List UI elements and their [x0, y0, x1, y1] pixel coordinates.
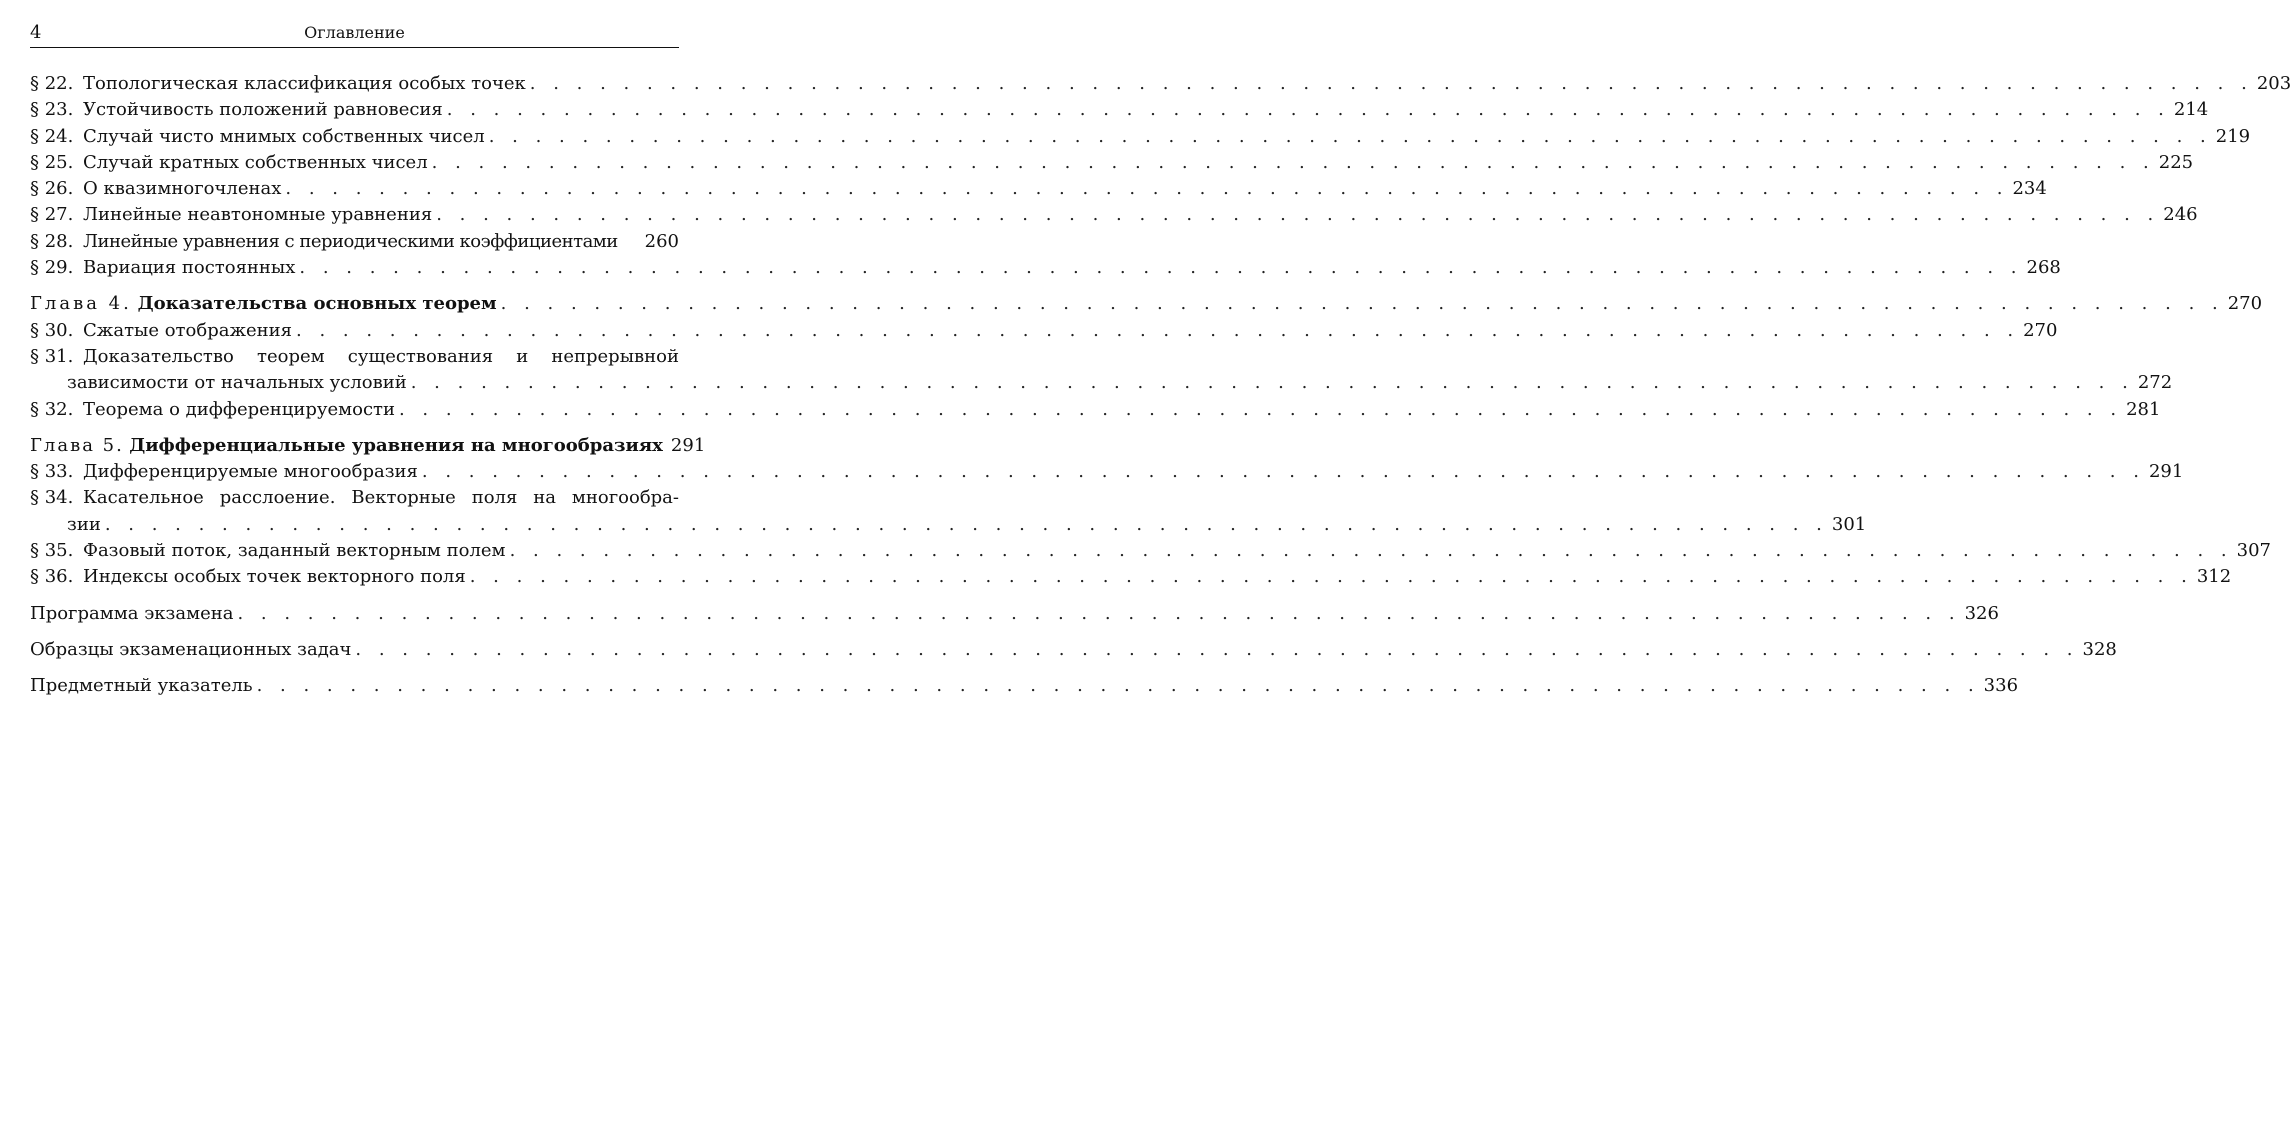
section-number: § 36. — [30, 566, 74, 588]
toc-appendix-entry[interactable] — [30, 601, 1999, 627]
leader-dots: . . . . . . . . . . . . . . . . . . . . . . . . . . . . . . . . . . . . . . . . . . . . . . . . . . . . . . . . . . . . . . . . . . . . . . . . . . — [299, 257, 2023, 279]
leader-dots: . . . . . . . . . . . . . . . . . . . . . . . . . . . . . . . . . . . . . . . . . . . . . . . . . . . . . . . . . . . . . . . . . . . . . . . . . . — [256, 675, 1980, 697]
entry-title: Образцы экзаменационных задач — [30, 638, 352, 660]
entry-page: 234 — [2012, 178, 2047, 200]
toc-entry[interactable] — [30, 229, 679, 255]
chapter-heading — [30, 291, 497, 317]
page-number: 4 — [30, 22, 42, 43]
section-number: § 31. — [30, 345, 74, 367]
toc-page — [30, 0, 2291, 700]
toc-entry[interactable] — [30, 150, 2194, 176]
table-of-contents — [30, 71, 2291, 700]
leader-dots: . . . . . . . . . . . . . . . . . . . . . . . . . . . . . . . . . . . . . . . . . . . . . . . . . . . . . . . . . . . . . . . . . . . . . . . . . . — [431, 151, 2155, 173]
entry-title: Вариация постоянных — [83, 257, 296, 279]
entry-title: Программа экзамена — [30, 602, 234, 624]
chapter-title: Дифференциальные уравнения на многообразиях — [129, 434, 663, 456]
entry-title: Топологическая классификация особых точек — [83, 73, 526, 94]
toc-entry-first-line[interactable] — [30, 344, 679, 370]
leader-dots: . . . . . . . . . . . . . . . . . . . . . . . . . . . . . . . . . . . . . . . . . . . . . . . . . . . . . . . . . . . . . . . . . . . . . . . . . . — [398, 398, 2123, 420]
entry-title: Дифференцируемые многообразия — [83, 461, 418, 483]
entry-page: 281 — [2126, 398, 2161, 420]
page-header — [30, 0, 679, 48]
toc-entry-second-line[interactable] — [30, 370, 2173, 396]
section-number: § 35. — [30, 540, 74, 562]
section-number: § 30. — [30, 319, 74, 341]
chapter-label: Глава 5. — [30, 434, 124, 456]
leader-dots: . . . . . . . . . . . . . . . . . . . . . . . . . . . . . . . . . . . . . . . . . . . . . . . . . . . . . . . . . . . . . . . . . . . . . . . . . . — [529, 73, 2253, 94]
chapter-label: Глава 4. — [30, 293, 132, 315]
entry-page: 272 — [2137, 372, 2173, 394]
entry-title: Устойчивость положений равновесия — [83, 99, 443, 121]
leader-dots: . . . . . . . . . . . . . . . . . . . . . . . . . . . . . . . . . . . . . . . . . . . . . . . . . . . . . . . . . . . . . . . . . . . . . . . . . . — [500, 293, 2224, 315]
entry-title: Теорема о дифференцируемости — [83, 398, 395, 420]
leader-dots: . . . . . . . . . . . . . . . . . . . . . . . . . . . . . . . . . . . . . . . . . . . . . . . . . . . . . . . . . . . . . . . . . . . . . . . . . . — [237, 602, 1961, 624]
entry-page: 291 — [2148, 461, 2184, 483]
entry-title: О квазимногочленах — [83, 178, 282, 200]
entry-page: 326 — [1964, 602, 1999, 624]
toc-chapter-5[interactable] — [30, 433, 706, 459]
entry-page: 336 — [1983, 675, 2019, 697]
toc-entry[interactable] — [30, 255, 2061, 281]
entry-title: Линейные неавтономные уравнения — [83, 204, 433, 226]
entry-page: 268 — [2026, 257, 2061, 279]
entry-page: 291 — [670, 434, 706, 456]
section-number: § 29. — [30, 257, 74, 279]
leader-dots: . . . . . . . . . . . . . . . . . . . . . . . . . . . . . . . . . . . . . . . . . . . . . . . . . . . . . . . . . . . . . . . . . . . . . . . . . . — [285, 178, 2009, 200]
section-number: § 32. — [30, 398, 74, 420]
entry-title: Индексы особых точек векторного поля — [83, 566, 466, 588]
section-number: § 27. — [30, 204, 74, 226]
toc-chapter-4[interactable] — [30, 291, 2263, 317]
toc-entry[interactable] — [30, 538, 2272, 564]
entry-title: Предметный указатель — [30, 675, 253, 697]
leader-dots: . . . . . . . . . . . . . . . . . . . . . . . . . . . . . . . . . . . . . . . . . . . . . . . . . . . . . . . . . . . . . . . . . . . . . . . . . . — [104, 513, 1828, 535]
running-head: Оглавление — [304, 23, 405, 42]
leader-dots: . . . . . . . . . . . . . . . . . . . . . . . . . . . . . . . . . . . . . . . . . . . . . . . . . . . . . . . . . . . . . . . . . . . . . . . . . . — [421, 461, 2145, 483]
toc-entry[interactable] — [30, 71, 2291, 97]
entry-page: 312 — [2196, 566, 2232, 588]
entry-page: 270 — [2227, 293, 2263, 315]
leader-dots: . . . . . . . . . . . . . . . . . . . . . . . . . . . . . . . . . . . . . . . . . . . . . . . . . . . . . . . . . . . . . . . . . . . . . . . . . . — [509, 540, 2233, 562]
entry-title-line1: Касательное расслоение. Векторные поля на многообра- — [83, 487, 679, 509]
entry-title: Случай чисто мнимых собственных чисел — [83, 125, 485, 147]
toc-entry-first-line[interactable] — [30, 485, 679, 511]
toc-entry-second-line[interactable] — [30, 512, 1867, 538]
leader-dots: . . . . . . . . . . . . . . . . . . . . . . . . . . . . . . . . . . . . . . . . . . . . . . . . . . . . . . . . . . . . . . . . . . . . . . . . . . — [446, 99, 2170, 121]
leader-dots: . . . . . . . . . . . . . . . . . . . . . . . . . . . . . . . . . . . . . . . . . . . . . . . . . . . . . . . . . . . . . . . . . . . . . . . . . . — [355, 638, 2079, 660]
toc-entry[interactable] — [30, 397, 2161, 423]
section-number: § 23. — [30, 99, 74, 121]
entry-page: 219 — [2215, 125, 2251, 147]
entry-page: 301 — [1831, 513, 1867, 535]
entry-page: 260 — [644, 230, 679, 252]
entry-page: 307 — [2236, 540, 2272, 562]
section-number: § 25. — [30, 151, 74, 173]
toc-entry[interactable] — [30, 459, 2184, 485]
toc-entry[interactable] — [30, 176, 2047, 202]
entry-title-line1: Доказательство теорем существования и непрерывной — [83, 345, 679, 367]
leader-dots: . . . . . . . . . . . . . . . . . . . . . . . . . . . . . . . . . . . . . . . . . . . . . . . . . . . . . . . . . . . . . . . . . . . . . . . . . . — [296, 319, 2020, 341]
section-number: § 28. — [30, 230, 74, 252]
section-number: § 26. — [30, 178, 74, 200]
entry-page: 225 — [2158, 151, 2194, 173]
entry-title-line2: зии — [67, 513, 101, 535]
leader-dots: . . . . . . . . . . . . . . . . . . . . . . . . . . . . . . . . . . . . . . . . . . . . . . . . . . . . . . . . . . . . . . . . . . . . . . . . . . — [488, 125, 2212, 147]
section-number: § 22. — [30, 73, 74, 94]
toc-entry[interactable] — [30, 202, 2198, 228]
entry-title: Фазовый поток, заданный векторным полем — [83, 540, 506, 562]
toc-entry[interactable] — [30, 318, 2058, 344]
section-number: § 34. — [30, 487, 74, 509]
section-number: § 24. — [30, 125, 74, 147]
toc-appendix-entry[interactable] — [30, 673, 2019, 699]
toc-appendix-entry[interactable] — [30, 637, 2117, 663]
entry-title-line2: зависимости от начальных условий — [67, 372, 407, 394]
chapter-heading — [30, 433, 663, 459]
entry-page: 246 — [2163, 204, 2198, 226]
entry-page: 270 — [2023, 319, 2058, 341]
entry-title: Случай кратных собственных чисел — [83, 151, 428, 173]
entry-page: 203 — [2256, 73, 2291, 94]
entry-page: 328 — [2082, 638, 2117, 660]
toc-entry[interactable] — [30, 97, 2209, 123]
entry-title: Линейные уравнения с периодическими коэффициентами — [83, 230, 618, 252]
entry-page: 214 — [2173, 99, 2209, 121]
leader-dots: . . . . . . . . . . . . . . . . . . . . . . . . . . . . . . . . . . . . . . . . . . . . . . . . . . . . . . . . . . . . . . . . . . . . . . . . . . — [469, 566, 2193, 588]
leader-dots: . . . . . . . . . . . . . . . . . . . . . . . . . . . . . . . . . . . . . . . . . . . . . . . . . . . . . . . . . . . . . . . . . . . . . . . . . . — [410, 372, 2134, 394]
section-number: § 33. — [30, 461, 74, 483]
chapter-title: Доказательства основных теорем — [137, 293, 497, 315]
leader-dots: . . . . . . . . . . . . . . . . . . . . . . . . . . . . . . . . . . . . . . . . . . . . . . . . . . . . . . . . . . . . . . . . . . . . . . . . . . — [436, 204, 2160, 226]
toc-entry[interactable] — [30, 124, 2251, 150]
entry-title: Сжатые отображения — [83, 319, 293, 341]
toc-entry[interactable] — [30, 564, 2232, 590]
